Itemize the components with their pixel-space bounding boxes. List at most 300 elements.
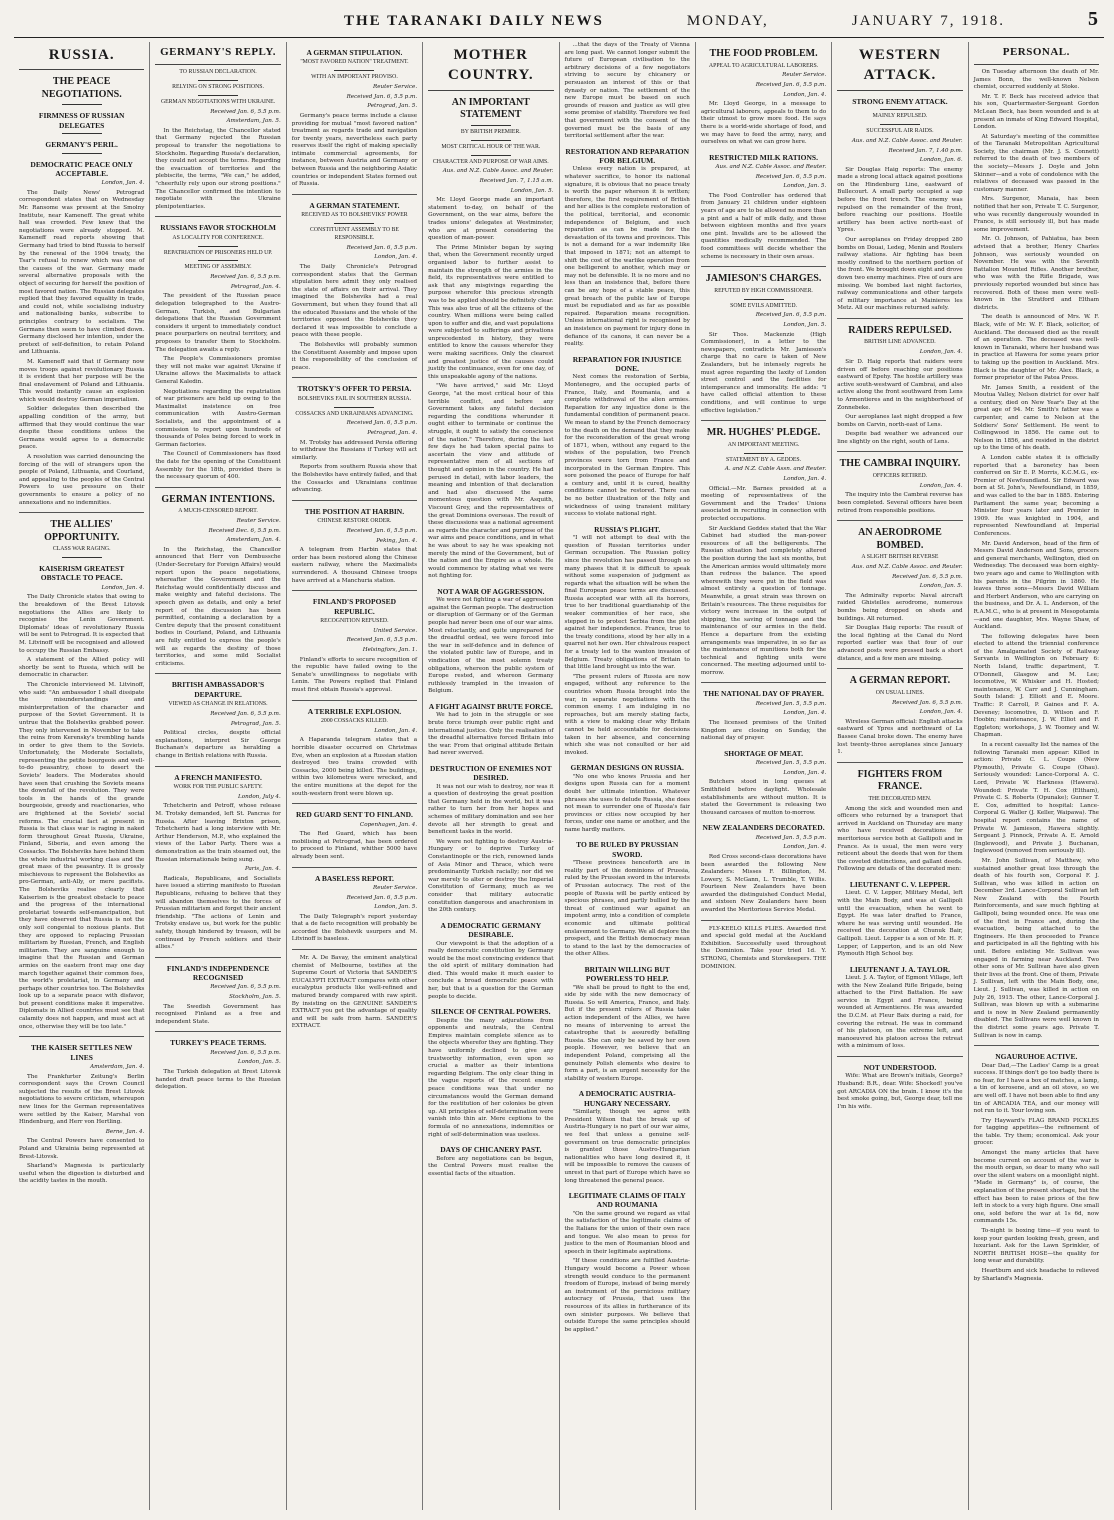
column-germany-reply bbox=[150, 42, 286, 1510]
article-heading: A GERMAN REPORT. bbox=[849, 675, 951, 687]
article-paragraph: The Bolsheviks will probably summon the Constituent Assembly and impose upon it the responsibility of the conclusion of peace. bbox=[291, 341, 418, 371]
personal-item: Mr. O. Johnson, of Pahiatua, has been advised that a brother, Henry Charles Johnson, was seriously wounded on November. He was with the Seventh Battalion Mounted Rifles. Another brother, who was with the Rifle Brigade, was previously reported wounded but since has recovered. Both of these men were well-known in the Stratford and Eltham districts. bbox=[973, 236, 1099, 311]
article-subheading: CONSTITUENT ASSEMBLY TO BE RESPONSIBLE. bbox=[309, 227, 399, 241]
dateline: London, Jan. 4. bbox=[783, 844, 827, 851]
article-paragraph: Sir Douglas Haig reports: The enemy made a strong local attack against positions on the Hindenburg Line, eastward of Bullecourt. A small party occupied a sap before the front trench. The enemy was repulsed on the remainder of the front, before reaching our positions. Hostile artillery has been active north-east of Ypres. bbox=[837, 166, 963, 234]
article-separator bbox=[701, 266, 826, 267]
advertisement-heading: NOT UNDERSTOOD. bbox=[863, 1063, 937, 1072]
article-paragraph: A Haparanda telegram states that a horrible disaster occurred on Christmas Eve, when an explosion at a Russian station destroyed two trains crowded with Cossacks, 2000 being killed. The buildings, within two kilometres were wrecked, and the entire munitions at the depot for the south-western front were blown up. bbox=[291, 737, 418, 797]
article-paragraph: Despite bad weather we advanced our line slightly on the right, south of Lens. bbox=[837, 431, 963, 445]
divider bbox=[198, 80, 238, 81]
section-heading: DAYS OF CHICANERY PAST. bbox=[440, 1145, 542, 1155]
received-line: Received Jan. 5, 5.5 p.m. bbox=[755, 760, 827, 767]
article-subheading: COSSACKS AND UKRAINIANS ADVANCING. bbox=[295, 410, 414, 417]
dateline: Petrograd, Jan. 4. bbox=[367, 430, 418, 437]
article-subheading: OFFICERS RETIRED. bbox=[872, 472, 928, 479]
article-subheading: CLASS WAR RAGING. bbox=[52, 546, 111, 553]
article-heading: AN AERODROME BOMBED. bbox=[858, 527, 942, 551]
article-paragraph: Mr. Lloyd George made an important statement to-day, on behalf of the Government, on the war aims, before the trades unions' delegates at Westminster, who are at present considering the question of man-power. bbox=[428, 197, 554, 242]
article-heading: RUSSIANS FAVOR STOCKHOLM bbox=[160, 223, 276, 233]
article-heading: A FRENCH MANIFESTO. bbox=[174, 772, 262, 782]
source-line: Reuter Service. bbox=[373, 84, 418, 91]
article-subheading: REFUTED BY HIGH COMMISSIONER. bbox=[714, 287, 813, 294]
article-paragraph: Despite the many adjurations from opponents and neutrals, the Central Empires maintain complete silence as to the objects wherefor they are fighting. They have uniformly declined to give any trustworthy information, even upon so crucial a matter as their intentions regarding Belgium. The only clear thing in the vague reports of the recent enemy peace conditions was that under no circumstances would the German demand for the restitution of her colonies be given up. All principles of self-determination were vanish into thin air. Mere ceptions to the formula of no annexations, indemnities or right of self-determination was useless. bbox=[428, 1017, 554, 1138]
column-german-stipulation bbox=[287, 42, 423, 1510]
article-paragraph: The Food Controller has ordered that from January 21 children under eighteen years of age are to be allowed no more than a pint and a half of milk daily, and those between eighteen months and five years one pint. Invalids are to be allowed the quantities medically recommended. The food committees will decide whether the scheme is necessary in their own areas. bbox=[700, 192, 827, 260]
article-heading: A TERRIBLE EXPLOSION. bbox=[307, 706, 402, 716]
article-paragraph: Finland's efforts to secure recognition of the republic have failed owing to the Senate's unwillingness to negotiate with Lenin. The Powers replied that Finland must first obtain Russia's approval. bbox=[291, 656, 418, 693]
section-heading: A FIGHT AGAINST BRUTE FORCE. bbox=[428, 701, 553, 711]
column-food-problem bbox=[696, 42, 832, 1510]
article-separator bbox=[155, 1031, 280, 1032]
article-subheading: RECEIVED AS TO BOLSHEVIKS' POWER bbox=[301, 212, 408, 219]
article-paragraph: Red Cross second-class decorations have been awarded the following New Zealanders: Misses F. Billington, M. Lowery, S. McGann, L. Trumble, T. Willis. Fourteen New Zealanders have been awarded the distinguished Conduct Medal, and sixteen New Zealanders have been awarded the Meritorious Service Medal. bbox=[700, 853, 827, 914]
article-paragraph: Our viewpoint is that the adoption of a really democratic constitution by Germany would be the most convincing evidence that the old spirit of military domination had died. This would make it much easier to conclude a broad democratic peace with her, but that is a question for the German people to decide. bbox=[428, 940, 554, 1000]
received-line: Received Jan. 6, 5.5 p.m. bbox=[210, 984, 281, 991]
section-heading: GERMAN DESIGNS ON RUSSIA. bbox=[570, 763, 684, 773]
received-line: Received Jan. 6, 5.5 p.m. bbox=[892, 573, 963, 580]
source-line: Aus. and N.Z. Cable Assoc. and Reuter. bbox=[715, 164, 827, 171]
divider bbox=[62, 104, 102, 105]
dateline: Petrograd, Jan. 5. bbox=[230, 720, 281, 727]
advertisement: Wife: What are Brown's initials, George? Husband: B.R., dear. Wife: Shocked! you've got ARCADIA ON the brain. I know it's the best smoke going, but, George dear, tell me I'm his wife. bbox=[837, 1073, 963, 1110]
dateline: London, July 4. bbox=[238, 793, 281, 800]
article-paragraph: The Frankfurter Zeitung's Berlin correspondent says the Crown Council subjected the results of the Brest Litovsk negotiations to severe criticism, whereupon new lines for the German representatives were settled by the Kaiser, Marshal von Hindenburg, and Herr von Hertling. bbox=[19, 1073, 145, 1126]
article-paragraph: Among the sick and wounded men and officers who returned by a transport that arrived in Auckland on Thursday are many who have received decorations for meritorious service both at Gallipoli and in France. As is usual, the men were very reticent about the deeds that won for them the coveted distinctions, and gallant deeds. Following are details of the decorated men: bbox=[837, 805, 963, 873]
article-heading: A BASELESS REPORT. bbox=[314, 873, 394, 883]
dateline: London, Jan. 4. bbox=[783, 91, 827, 98]
article-subheading: MEETING OF ASSEMBLY. bbox=[184, 264, 252, 271]
article-separator bbox=[837, 762, 962, 763]
section-heading: REPARATION FOR INJUSTICE DONE. bbox=[572, 354, 682, 374]
article-paragraph: The Chronicle interviewed M. Litvinoff, who said: "An ambassador I shall dissipate the misunderstandings and misinterpretation of the character and purpose of the Soviet Government. It is untrue that the Bolsheviks grabbed power. They only intervened in November to take the reins from Kerensky's trembling hands in order to give them to the Soviets. Unfortunately, the Moderate Socialists, representing the petite bourgeois and well-to-do peasantry, chose to desert the Soviets' leaders. The Moderates should have seen that crushing the Soviets means the downfall of the revolution. They were tools in the hands of the grande bourgeoisie, greedy and reactionaries, who are frightened at the Soviets' social reforms. The crucial fact at present in Russia is that class war is raging in naked form throughout Great Russia, Ukraine, Finland, Siberia, and even among the Cossacks. The Bolsheviks have behind them the whole industrial working class and the great mass of the peasantry. It is grossly mischievous to represent the Bolsheviks as pro-German, anti-Ally, or mere pacifists. The Bolsheviks realise clearly that Kaiserism is the greatest obstacle to peace and the progress of the international proletariat towards self-emancipation, but they have observed that Russia is not the only soil congenial to noxious plants. But they are opposed to replacing Prussian militarism by Russian, French, and English militarism. They are sanguine enough to imagine that the Russian and German armies on the eastern front may one day march together against their common foes, the world's proletariat, in Germany and perhaps other countries too. The Bolsheviks look up to a separate peace with disfavor, but present conditions make it imperative. Diplomats in Allied countries must see that calamity does not happen, and must act at once, otherwise they will be too late." bbox=[19, 681, 145, 1030]
article-subheading: MAINLY REPULSED. bbox=[872, 113, 928, 120]
article-paragraph: We were not fighting to destroy Austria-Hungary or to deprive Turkey of Constantinople or the rich, renowned lands of Asia Minor and Thrace, which were predominantly Turkish racially; nor did we war merely to alter or destroy the Imperial Constitution of Germany, much as we consider that military autocratic constitution dangerous and anachronism in the 20th century. bbox=[428, 838, 554, 914]
article-subheading: CHARACTER AND PURPOSE OF WAR AIMS. bbox=[432, 158, 549, 165]
divider bbox=[62, 133, 102, 134]
article-separator bbox=[292, 867, 417, 868]
article-separator bbox=[292, 377, 417, 378]
section-heading: BRITAIN WILLING BUT POWERLESS TO HELP. bbox=[584, 964, 670, 984]
article-heading: FINLAND'S PROPOSED REPUBLIC. bbox=[312, 597, 396, 616]
article-paragraph: Political circles, despite official explanations, interpret Sir George Buchanan's departure as heralding a change in British relations with Russia. bbox=[155, 730, 281, 759]
article-subheading: TO RUSSIAN DECLARATION. bbox=[179, 68, 257, 75]
advertisement: Dear Dad,—The Ladies' Camp is a great success. If things don't go too badly there is no fear, for I have a box of matches, a lamp, a tin of kerosene, and an oil stove, so we are well off. I have not been able to find any tin of ARCADIA TEA, and our money will not run to it. Your loving son. bbox=[973, 1062, 1099, 1115]
article-separator bbox=[837, 318, 962, 319]
article-paragraph: Negotiations regarding the repatriation of war prisoners are held up owing to the Maximalist insistence on free communication with Austro-German Socialists, and the appointment of a commission to report upon hundreds of thousands of Poles being forced to work in German factories. bbox=[155, 388, 281, 448]
article-subheading: 2000 COSSACKS KILLED. bbox=[321, 717, 388, 724]
article-paragraph: "On the same ground we regard as vital the satisfaction of the legitimate claims of the Italians for the union of their own race and tongue. We also mean to press for justice to the men of Roumanian blood and speech in their legitimate aspirations. bbox=[564, 1210, 690, 1255]
article-paragraph: "I will not attempt to deal with the question of Russian territories under German occupation. The Russian policy since the revolution has passed through so many phases that it is difficult to speak without some suspension of judgment as regards what the situation will be when the final European peace terms are discussed. Russia accepted war with all its horrors, true to her traditional guardianship of the weaker communities of her race, she stepped in to protect Serbia from the plot against her independence. France, true to the treaty conditions, stood by her ally in a quarrel not her own. Her chivalrous respect for a treaty led to the wanton invasion of Belgium. Treaty obligations of Britain to that little land brought us into the war. bbox=[564, 535, 690, 671]
article-paragraph: "We have arrived," said Mr. Lloyd George, "at the most critical hour of this terrible conflict, and before any Government takes any fateful decision regarding the conditions wherunder it ought either to terminate or continue the struggle, it ought to satisfy the conscience of the nation." Therefore, during the last few days he had taken special pains to ascertain the view and attitude of representative men of all sections of thought and opinion in the country. He had perused in detail, with labor leaders, the meaning and intention of that declaration and had also discussed the same momentous question with Mr. Asquith, Viscount Grey, and the representatives of the great Dominions overseas. The result of these discussions was a national agreement as regards the character and purpose of the war aims and peace conditions, and in what he was about to say he was speaking not merely the mind of the Government, but of the nation and the Empire as a whole. He would commence by stating what we were not fighting for. bbox=[428, 383, 554, 580]
article-paragraph: The Central Powers have consented to Poland and Ukrainia being represented at Brest-Litovsk. bbox=[19, 1138, 145, 1160]
article-paragraph: Tchetcherin and Petroff, whose release M. Trotsky demanded, left St. Pancras for Russia. After leaving Brixton prison, Tchetcherin had a long interview with Mr. Arthur Henderson, M.P., who explained the views of the Labor Party. There was a demonstration as the train steamed out, the Russian internationale being sung. bbox=[155, 803, 281, 863]
article-heading: STRONG ENEMY ATTACK. bbox=[852, 96, 948, 106]
personal-item: Mr. T. F. Beck has received advice that his son, Quartermaster-Sergeant Gordon McLean Beck, has been wounded and is at present an inmate of King Edward Hospital, London. bbox=[973, 93, 1099, 131]
article-paragraph: "Similarly, though we agree with President Wilson that the break up of Austria-Hungary is no part of our war aims, we feel that unless a genuine self-government on true democratic principles is granted those Austro-Hungarian nationalities who have long desired it, it will be impossible to remove the causes of unrest in that part of Europe which have so long threatened the general peace. bbox=[564, 1109, 690, 1184]
article-paragraph: Butchers stood in long queues at Smithfield before daylight. Wholesale establishments are without mutton. It is stated the Government is releasing two thousand carcases of mutton to-morrow. bbox=[700, 779, 827, 816]
article-paragraph: Sir Douglas Haig reports: The result of the local fighting at the Canal du Nord reported earlier was that four of our advanced posts were pressed back a short distance, and a few men are missing. bbox=[837, 625, 963, 662]
article-separator bbox=[974, 1045, 1099, 1046]
masthead-date: JANUARY 7, 1918. bbox=[851, 13, 1005, 29]
received-line: Received Jan. 6, 5.5 p.m. bbox=[346, 93, 418, 100]
section-heading: A DEMOCRATIC AUSTRIA-HUNGARY NECESSARY. bbox=[578, 1089, 676, 1108]
dateline: London, Jan. 5. bbox=[783, 322, 827, 329]
received-line: Received Jan. 6, 5.5 p.m. bbox=[892, 699, 963, 706]
received-line: Received Jan. 6, 5.5 p.m. bbox=[346, 894, 418, 901]
article-heading: FIGHTERS FROM FRANCE. bbox=[857, 768, 943, 793]
article-paragraph: Lieut. J. A. Taylor, of Egmont Village, left with the New Zealand Rifle Brigade, being attached to the First Battalion. He saw service in Egypt and France, being wounded at Armentieres. He was awarded the D.C.M. at Fleur Baix during a raid, for covering the retreat. He was in command of his platoon, on the extreme left, and manoeuvred his platoon across the retreat with a minimum of loss. bbox=[837, 975, 963, 1050]
article-separator bbox=[701, 420, 826, 421]
article-paragraph: Wireless German official: English attacks eastward of Ypres and northward of La Bassee Canal broke down. The enemy have lost twenty-three aeroplanes since January 1. bbox=[837, 718, 963, 756]
article-subheading: CHINESE RESTORE ORDER. bbox=[317, 518, 392, 525]
article-paragraph: Our aeroplanes on Friday dropped 280 bombs on Douai, Ledeg, Menin and Roulers railway stations. Air fighting has been mostly confined to the northern portion of the front. We brought down eight and drove down two enemy machines. Five of ours are missing. We bombed last night factories, railway communications and other targets of military importance at Mainieres les Metz. All our machines returned safely. bbox=[837, 237, 963, 312]
article-heading: THE PEACE NEGOTIATIONS. bbox=[41, 76, 122, 100]
divider bbox=[744, 299, 784, 300]
divider bbox=[471, 155, 511, 156]
article-subheading: BY BRITISH PREMIER. bbox=[460, 128, 521, 135]
article-paragraph: The licensed premises of the United Kingdom are closing on Sunday, the national day of prayer. bbox=[700, 720, 827, 742]
article-heading: THE CAMBRAI INQUIRY. bbox=[839, 458, 961, 470]
article-heading: A GERMAN STIPULATION. bbox=[306, 48, 403, 57]
article-paragraph: The inquiry into the Cambrai reverse has been completed. Several officers have been retired from responsible positions. bbox=[837, 492, 963, 514]
article-heading: RAIDERS REPULSED. bbox=[848, 324, 952, 336]
article-subheading: KAISERISM GREATEST OBSTACLE TO PEACE. bbox=[39, 564, 125, 583]
divider bbox=[880, 109, 920, 110]
dateline: London, Jan. 4. bbox=[919, 482, 963, 489]
section-heading: NOT A WAR OF AGGRESSION. bbox=[437, 586, 545, 596]
article-separator bbox=[155, 766, 280, 767]
received-line: Received Jan. 6, 5.5 p.m. bbox=[210, 711, 281, 718]
dateline: Berne, Jan. 4. bbox=[105, 1128, 145, 1135]
personal-item: Mrs. Surgenor, Manaia, has been notified that her son, Private T. C. Surgenor, who was recently dangerously wounded in France, is still seriously ill, but has made some improvement. bbox=[973, 196, 1099, 233]
article-paragraph: In the Reichstag, the Chancellor announced that Herr von Dembussche (Under-Secretary for Foreign Affairs) would report upon the peace negotiations, whereafter the Government and the Reichstag would confidentially discuss and make weighty and fateful decisions. The speech given as details, and only a brief report of the discussion has been permitted, containing a declaration by a Centre deputy that the present constituent bodies in Courland, Poland, and Lithuania are fully entitled to express the people's will as regards the destiny of those territories, and some mild Socialist criticisms. bbox=[155, 546, 281, 667]
article-paragraph: Reports from southern Russia show that the Bolsheviks have entirely failed, and that the Cossacks and Ukrainians continue advancing. bbox=[291, 464, 418, 494]
personal-item: Mr. John Sullivan, of Matthew, who sustained another great loss through the death of his fourth son, Corporal F. J. Sullivan, who was killed in action on December 3rd. Lance-Corporal Sullivan left New Zealand with the Fourth Reinforcements, and saw much fighting at Gallipoli, being wounded once. He was one of the first in France and, during the evacuation, being attached to the Engineers. He then proceeded to France and participated in all the fighting with his unit. Before enlisting Mr. Sullivan was engaged in farming near Auckland. Two other sons of Mr. Sullivan have also given their lives at the front. One of them, Private J. Sullivan, left with the Main Body, one, Lieut. J. Sullivan, was killed in action on July 26, 1915. The other, Lance-Corporal J. Sullivan, was blown up with a submarine and is now in New Zealand permanently disabled. The Sullivans were well known in the district some years ago. Private T. Sullivan is now in camp. bbox=[973, 857, 1099, 1039]
article-subheading: ON USUAL LINES. bbox=[875, 689, 925, 696]
article-paragraph: The Admiralty reports: Naval aircraft raided Ghistelles aerodrome, numerous bombs being dropped on sheds and buildings. All returned. bbox=[837, 592, 963, 622]
article-paragraph: ...that the days of the Treaty of Vienna are long past. We cannot longer submit the future of European civilisation to the arbitrary decisions of a few negotiators striving to secure by chicanery or persuasion an interest of this or that dynasty or nation. The settlement of the new Europe must be based on such grounds of reason and justice as will give some promise of stability. Therefore we feel that government with the consent of the governed must be the basis of any territorial settlement after the war. bbox=[564, 42, 690, 140]
article-subheading: DEMOCRATIC PEACE ONLY ACCEPTABLE. bbox=[30, 159, 133, 178]
article-paragraph: It was not our wish to destroy, nor was it a question of destroying the great position that Germany held in the world, but it was rather to turn her from her hopes and schemes of military domination and see her devote all her strength to great and beneficent tasks in the world. bbox=[428, 783, 554, 836]
column-heading: MOTHER COUNTRY. bbox=[428, 42, 553, 91]
article-subheading: AS LOCALITY FOR CONFERENCE. bbox=[172, 234, 264, 241]
article-heading: GERMAN INTENTIONS. bbox=[161, 493, 275, 505]
advertisement: FLY-KEELO KILLS FLIES. Awarded first and special gold medal at the Auckland Exhibition. Successfully used throughout the Dominion. Take your tried 1d. Y. STRONG, Chemists and Storekeepers. THE DOMINION. bbox=[700, 925, 827, 970]
article-subheading: A SLIGHT BRITISH REVERSE bbox=[861, 554, 939, 561]
received-line: Received Jan. 5, 5.5 p.m. bbox=[755, 834, 827, 841]
article-separator bbox=[19, 1036, 144, 1037]
article-paragraph: Our aeroplanes last night dropped a few bombs on Carvin, north-east of Lens. bbox=[837, 414, 963, 428]
divider bbox=[198, 246, 238, 247]
article-paragraph: Before any negotiations can be begun, the Central Powers must realise the essential facts of the situation. bbox=[428, 1155, 554, 1177]
article-separator bbox=[837, 1056, 962, 1057]
received-line: Received Jan. 7, 1.40 p.m. bbox=[888, 147, 963, 154]
divider bbox=[334, 223, 374, 224]
advertisement-heading: NGAURUHOE ACTIVE. bbox=[995, 1052, 1078, 1062]
received-line: Received Jan. 6, 5.5 p.m. bbox=[210, 274, 281, 281]
article-separator bbox=[837, 520, 962, 521]
received-line: Received Jan. 5, 5.5 p.m. bbox=[755, 700, 827, 707]
divider bbox=[471, 125, 511, 126]
source-line: Reuter Service. bbox=[782, 72, 827, 79]
advertisement: Heartburn and sick headache to relieved by Sharland's Magnesia. bbox=[973, 1267, 1099, 1282]
article-paragraph: The president of the Russian peace delegation telegraphed to the Austro-German, Turkish, and Bulgarian delegations that the Russian Government considers it urgent to immediately conduct peace pourparlers on neutral territory, and proposes to transfer them to Stockholm. The delegation awaits a reply. bbox=[155, 293, 281, 353]
divider bbox=[334, 407, 374, 408]
dateline: London, Jan. 4. bbox=[783, 476, 827, 483]
masthead-day: MONDAY, bbox=[686, 13, 769, 29]
article-paragraph: "If these conditions are fulfilled Austria-Hungary would become a Power whose strength would conduce to the permanent freedom of Europe, instead of being merely an instrument of the pernicious military autocracy of Prussia, that uses the resources of its allies in furtherance of its own sinister purposes. We believe that outside Europe the same principles should be applied." bbox=[564, 1258, 690, 1333]
advertisement: To-night is boxing time—if you want to keep your garden looking fresh, green, and luxuriant. Ask for the Lawn Sprinkler, of NORTH BRITISH HOSE—the quality for long wear and durability. bbox=[973, 1228, 1099, 1265]
dateline: London, Jan. 4. bbox=[101, 180, 145, 187]
article-subheading: THE DECORATED MEN. bbox=[868, 795, 932, 802]
section-heading: TO BE RULED BY PRUSSIAN SWORD. bbox=[576, 840, 679, 859]
dateline: London, Jan. 4. bbox=[101, 584, 145, 591]
article-subheading: FIRMNESS OF RUSSIAN DELEGATES bbox=[38, 111, 125, 130]
dateline: London, Jan. 4. bbox=[783, 769, 827, 776]
divider bbox=[198, 95, 238, 96]
article-paragraph: The Turkish delegation at Brest Litovsk handed draft peace terms to the Russian delegation. bbox=[155, 1068, 281, 1091]
article-heading: AN IMPORTANT STATEMENT bbox=[451, 96, 530, 121]
divider bbox=[62, 557, 102, 558]
section-heading: A DEMOCRATIC GERMANY DESIRABLE. bbox=[440, 920, 542, 940]
article-paragraph: Next comes the restoration of Serbia, Montenegro, and the occupied parts of France, Italy, and Roumania, and a complete withdrawal of the alien armies. Reparation for any injustice done is the fundamental condition of permanent peace. We mean to stand by the French democracy to the death on the demand that they make for the reconsideration of the great wrong of 1871, when, without any regard to the wishes of the population, two French provinces were torn from France and incorporated in the German Empire. This sore poisoned the peace of Europe for half a century and, until it is cured, healthy conditions cannot be restored. There can be no better illustration of the folly and wickedness of using transient military success to violate national right. bbox=[564, 374, 690, 518]
section-heading: DESTRUCTION OF ENEMIES NOT DESIRED. bbox=[430, 763, 552, 783]
received-line: Received Jan. 6, 5.5 p.m. bbox=[210, 1049, 281, 1056]
article-paragraph: A telegram from Harbin states that order has been restored along the Chinese eastern railway, where the Maximalists surrendered. A thousand Chinese troops have arrived at a Manchuria station. bbox=[291, 547, 418, 584]
article-paragraph: The Council of Commissioners has fixed the date for the opening of the Constituent Assembly for the 18th, provided there is the necessary quorum of 400. bbox=[155, 451, 281, 481]
dateline: London, Jan. 4. bbox=[919, 709, 963, 716]
personal-item: Mr. David Anderson, head of the firm of Messrs David Anderson and Sons, grocers and general merchants, Wellington, died on Wednesday. The deceased was born eighty-two years ago and came to Wellington with his parents in the Pilgrim in 1860. He leaves three sons—Messrs David William and Herbert Anderson, who are carrying on the business, and Dr. A. L. Anderson, of the R.A.M.C., who is at present in Mesopotamia—and one daughter, Mrs. Wayne Shaw, of Auckland. bbox=[973, 540, 1099, 631]
received-line: Received Jan. 6, 5.5 p.m. bbox=[346, 637, 418, 644]
dateline: Stockholm, Jan. 5. bbox=[229, 994, 281, 1001]
dateline: London, Jan. 5. bbox=[783, 183, 827, 190]
article-heading: THE ALLIES' OPPORTUNITY. bbox=[44, 519, 120, 543]
personal-item: The death is announced of Mrs. W. F. Black, wife of Mr. W. F. Black, solicitor, of Auckland. The deceased died as the result of an operation. The deceased was well-known in Taranaki, where her husband was in practice at Hawera for some years prior to taking up the position in Auckland. Mrs. Black is the daughter of Mr. Alex. Black, a former proprietor of the Patea Press. bbox=[973, 314, 1099, 382]
column-heading: GERMANY'S REPLY. bbox=[155, 42, 280, 65]
article-paragraph: M. Trotsky has addressed Persia offering to withdraw the Russians if Turkey will act similarly. bbox=[291, 439, 418, 461]
source-line: Aus. and N.Z. Cable Assoc. and Reuter. bbox=[442, 168, 554, 175]
personal-item: A London cable states it is officially reported that a baronetcy has been conferred on Sir E. P. Morris, K.C.M.G., ex-Premier of Newfoundland. Sir Edward was born at St. John's, Newfoundland, in 1859, and was called to the bar in 1885. Entering Parliament the same year, becoming a Minister four years later and Premier in 1909. He was knighted in 1904, and represented Newfoundland at Imperial Conferences. bbox=[973, 455, 1099, 537]
article-separator bbox=[155, 487, 280, 488]
source-line: Aus. and N.Z. Cable Assoc. and Reuter. bbox=[851, 137, 963, 144]
dateline: London, Jan. 4. bbox=[374, 727, 418, 734]
personal-item: On Tuesday afternoon the death of Mr. James Bonn, the well-known Nelson chemist, occurred suddenly at Stoke. bbox=[973, 68, 1099, 91]
article-heading: THE KAISER SETTLES NEW LINES bbox=[30, 1043, 133, 1062]
article-heading: RESTRICTED MILK RATIONS. bbox=[709, 152, 818, 162]
section-heading: LEGITIMATE CLAIMS OF ITALY AND ROUMANIA bbox=[568, 1191, 686, 1210]
dateline: London, Jan. 5. bbox=[919, 583, 963, 590]
section-heading: RESTORATION AND REPARATION FOR BELGIUM. bbox=[565, 146, 689, 166]
masthead-title: THE TARANAKI DAILY NEWS bbox=[344, 13, 604, 29]
dateline: London, Jan. 4. bbox=[919, 349, 963, 356]
article-paragraph: The Red Guard, which has been mobilising at Petrograd, has been ordered to proceed to Finland, whither 5000 have already been sent. bbox=[291, 831, 418, 860]
received-line: Received Jan. 6, 5.5 p.m. bbox=[346, 420, 418, 427]
article-heading: FINLAND'S INDEPENDENCE RECOGNISED bbox=[166, 963, 270, 983]
divider bbox=[334, 70, 374, 71]
column-western-attack bbox=[832, 42, 968, 1510]
received-line: Received Jan. 6, 5.5 p.m. bbox=[755, 173, 827, 180]
article-subheading: "MOST FAVORED NATION" TREATMENT. bbox=[300, 59, 409, 66]
divider bbox=[880, 124, 920, 125]
article-subheading: GERMAN NEGOTIATIONS WITH UKRAINE. bbox=[160, 98, 276, 105]
article-subheading: WITH AN IMPORTANT PROVISO. bbox=[311, 74, 398, 81]
article-paragraph: "The present rulers of Russia are now engaged, without any reference to the countries whom Russia brought into the war, in separate negotiations with the common enemy. I am indulging in no reproaches, but am merely stating facts, with a view to making clear why Britain cannot be held accountable for decisions taken in her absence, and concerning which she was not consulted or her aid invoked. bbox=[564, 673, 690, 756]
article-subheading: VIEWED AS CHANGE IN RELATIONS. bbox=[168, 701, 268, 708]
column-mother-country bbox=[423, 42, 559, 1510]
article-paragraph: Germany's peace terms include a clause providing for mutual "most favored nation" treatment as regards trade and navigation for twenty years, nevertheless each party reserves itself the right of making specially intimate commercial agreements, for instance, between Austria and Germany or between Russia and the neighboring Asiatic countries or independent States formed out of Russia. bbox=[291, 112, 418, 188]
article-paragraph: A statement of the Allied policy will shortly be sent to Russia, which will be democratic in character. bbox=[19, 657, 145, 679]
article-heading: TURKEY'S PEACE TERMS. bbox=[170, 1038, 267, 1048]
article-paragraph: The Daily Chronicle states that owing to the breakdown of the Brest Litovsk negotiations the Allies are likely to recognise the Lenin Government. Diplomats' ideas of revolutionary Russia will be sent to Petrograd. It is expected that M. Litvinoff will be recognised and allowed to occupy the Russian Embassy. bbox=[19, 594, 145, 654]
article-subheading: REPATRIATION OF PRISONERS HELD UP. bbox=[163, 249, 273, 256]
columns bbox=[14, 42, 1104, 1510]
advertisement: Sharland's Magnesia is particularly useful when the digestion is disturbed and the acidity tastes in the mouth. bbox=[19, 1163, 145, 1185]
article-paragraph: Sir Thos. Mackenzie (High Commissioner), in a letter to the newspapers, contradicts Mr. Jamieson's charge that no care is taken of New Zealanders, but he intensely regrets he must agree regarding the laxity of London street control and the facilities for intemperance and immorality. He adds: "I have called official attention to these conditions, and will continue to urge effective legislation." bbox=[700, 331, 827, 414]
article-heading: RED GUARD SENT TO FINLAND. bbox=[295, 810, 413, 820]
dateline: Peking, Jan. 4. bbox=[376, 537, 418, 544]
article-subheading: STATEMENT BY A. GEDDES. bbox=[726, 456, 802, 463]
dateline: Amsterdam, Jan. 4. bbox=[90, 1064, 145, 1071]
article-paragraph: Radicals, Republicans, and Socialists have issued a stirring manifesto to Russian Republicans, refusing to believe that they will abandon themselves to the forces of Prussian militarism and forget their ancient friendship. "The actions of Lenin and Trotsky enslave us, but work for the public safety, though hindered by treason, will be continued by French soldiers and their allies." bbox=[155, 875, 281, 951]
dateline: Amsterdam, Jan. 4. bbox=[226, 537, 281, 544]
article-paragraph: The Daily Telegraph's report yesterday that a de facto recognition will probably be accorded the Bolshevik usurpers and M. Litvinoff is baseless. bbox=[291, 913, 418, 943]
divider bbox=[62, 153, 102, 154]
section-heading: RUSSIA'S PLIGHT. bbox=[594, 524, 661, 534]
dateline: London, Jan. 5. bbox=[510, 187, 554, 194]
article-subheading: A MUCH-CENSORED REPORT. bbox=[178, 508, 258, 515]
article-subheading: RELYING ON STRONG POSITIONS. bbox=[172, 83, 264, 90]
article-subheading: APPEAL TO AGRICULTURAL LABORERS. bbox=[708, 62, 819, 69]
article-separator bbox=[155, 216, 280, 217]
article-paragraph: Unless every nation is prepared, at whatever sacrifice, to honor its national signature, it is obvious that no peace treaty is worth the paper whereon it is written; therefore, the first requirement of British and her allies is the complete restoration of the political, territorial, and economic independence of Belgium, and such reparation as can be made for the devastation of its towns and provinces. This is not a demand for a war indemnity like that imposed in 1871; not an attempt to shift the cost of the warlike operation from one belligerent to another, which may or may not be defensible. It is no more and no less than an insistence that, before there can be any hope of a stable peace, this great breach of the public law of Europe must be repudiated and as far as possible repaired. Reparation means recognition. Unless international right is recognised by an insistence on payment for injury done in defiance of its canons, it can never be a reality. bbox=[564, 166, 690, 348]
article-paragraph: The Daily Chronicle's Petrograd correspondent states that the German stipulation here admit they only realised the state of affairs on their arrival. They imagined the Bolsheviks had a real Government, but when they found that all the educated Russians and the whole of the territories opposed the Bolsheviks they declared it was impossible to conclude a peace with these people. bbox=[291, 264, 418, 339]
article-heading: MR. HUGHES' PLEDGE. bbox=[706, 427, 821, 439]
article-paragraph: Official.—Mr. Barnes presided at a meeting of representatives of the Government and the Trades' Unions associated in recruiting in connection with protected occupations. bbox=[700, 485, 827, 522]
article-paragraph: The Prime Minister began by saying that, when the Government recently urged organised labor to further assist to maintain the strength of the armies in the field, its representatives were entitled to ask that any misgivings regarding the purpose wherefor this precious strength was to be applied should be definitely clear. This was also true of all the citizens of the country. When millions were being called upon to suffer and die, and vast populations were subjected to sufferings and privations unprecedented in history, they were entitled to know the causes wherefor they were making sacrifices. Only the clearest and greatest justice of the causes could justify the continuance, even for one day, of this unspeakable agony of the nations. bbox=[428, 244, 554, 380]
article-paragraph: Sir D. Haig reports that raiders were driven off before reaching our positions eastward of Epehy. The hostile artillery was active south-westward of Cambrai, and also active along the front southward from Lens to Armentieres and in the neighborhood of Zonnebeke. bbox=[837, 358, 963, 411]
personal-item: At Saturday's meeting of the committee of the Taranaki Metropolitan Agricultural Society, the chairman (Mr. J. S. Connett) referred to the death of two members of the society—Messrs J. Doyle and John Skinner—and a vote of condolence with the relatives of deceased was passed in the customary manner. bbox=[973, 133, 1099, 193]
article-paragraph: M. Kameneff said that if Germany now moves troops against revolutionary Russia it is evident that her purpose will be the final enslavement of Poland and Lithuania. This would instantly cause an explosion which would destroy German imperialism. bbox=[19, 358, 145, 403]
page-number: 5 bbox=[1087, 8, 1100, 30]
article-paragraph: The People's Commissioners promise they will not make war against Ukraine if Ukraine allows the Maximalists to attack General Kaledin. bbox=[155, 356, 281, 386]
article-separator bbox=[292, 949, 417, 950]
article-separator bbox=[701, 682, 826, 683]
article-paragraph: Mr. Lloyd George, in a message to agricultural laborers, appeals to them to do their utmost to grow more food. He says there is a world-wide shortage of food, and we may have to feed the army, navy, and ourselves on what we can grow here. bbox=[700, 101, 827, 146]
section-heading: LIEUTENANT J. A. TAYLOR. bbox=[849, 964, 951, 974]
article-paragraph: Amongst the many articles that have become current on account of the war is the mouth organ, so dear to many who sail over the silent waters on a moonlight night. "Made in Germany" is, of course, the explanation of the present shortage, but the effect has been to raise prices of the few left in stock to a very high figure. One small one, sold before the war at 1s 6d, now commands 15s. bbox=[973, 1150, 1099, 1225]
article-subheading: SUCCESSFUL AIR RAIDS. bbox=[866, 128, 934, 135]
source-line: A. and N.Z. Cable Assn. and Reuter. bbox=[724, 466, 827, 473]
article-paragraph: The Swedish Government has recognised Finland as a free and independent State. bbox=[155, 1003, 281, 1025]
article-paragraph: Soldier delegates then described the appalling condition of the army, but affirmed that they would continue the war despite these conditions unless the Germans would agree to a democratic peace. bbox=[19, 406, 145, 451]
article-heading: A GERMAN STATEMENT. bbox=[309, 200, 400, 210]
dateline: London, Jan. 4. bbox=[374, 254, 418, 261]
article-heading: BRITISH AMBASSADOR'S DEPARTURE. bbox=[171, 680, 265, 699]
dateline: Helsingfors, Jan. 1. bbox=[362, 647, 418, 654]
personal-item: Mr. James Smith, a resident of the Moutua Valley, Nelson district for over half a century, died on New Year's Day at the great age of 94. Mr. Smith's father was a carpenter, and came to Nelson at the Soldiers' Sons' Settlement. He went to Collingwood in 1856. He came out to Nelson in 1856, and resided in the district up to the time of his death. bbox=[973, 384, 1099, 452]
column-russia bbox=[14, 42, 150, 1510]
article-paragraph: "We shall be proud to fight to the end, side by side with the new democracy of Russia. So will America, France, and Italy. But if the present rulers of Russia take action independent of the Allies, we have no means of intervening to arrest the catastrophe that is assuredly befalling Russia. She can only be saved by her own people. However, we believe that an independent Poland, comprising all the genuinely Polish elements who desire to form a part, is an urgent necessity for the stability of western Europe. bbox=[564, 984, 690, 1082]
personal-item: The following delegates have been elected to attend the triennial conference of the Amalgamated Society of Railway Servants in Wellington on February 6: North Island, traffic department, T. O'Donnell, Glasgow and M. Lee; locomotive, W. Whisker and H. Hosted; maintenance, W. Carr and J. Cunningham. South Island: J. Elliott and E. Moore. Traffic: P. Carroll, P. Gaines and F. A. Deveney; locomotive, D. Wilson and F. Hoobin; maintenance, J. W. Elliot and F. Eggleton; workshops, J. W. Toomey and W. Chapman. bbox=[973, 633, 1099, 739]
dateline: London, Jan. 5. bbox=[237, 1059, 281, 1066]
article-separator bbox=[837, 668, 962, 669]
article-separator bbox=[292, 590, 417, 591]
article-heading: JAMIESON'S CHARGES. bbox=[705, 273, 822, 285]
dateline: Paris, Jan. 4. bbox=[244, 866, 281, 873]
article-paragraph: Lieut. C. V. Lepper, Military Medal, left with the Main Body, and was at Gallipoli until the evacuation, when he went to Egypt. He was later drafted to France, where he was serving until wounded. He received the decoration at Chunuk Bair, Gallipoli. Lieut. Lepper is a son of Mr. H. F. Lepper, of Lepperton, and is an old New Plymouth High School boy. bbox=[837, 890, 963, 958]
article-separator bbox=[292, 194, 417, 195]
section-heading: LIEUTENANT C. V. LEPPER. bbox=[849, 879, 950, 889]
article-paragraph: We had to join in the struggle or see brute force triumph over public right and international justice. Only the realisation of the dreadful alternative forced Britain into the war. From that original attitude Britain had never swerved. bbox=[428, 712, 554, 757]
article-separator bbox=[837, 451, 962, 452]
article-heading: TROTSKY'S OFFER TO PERSIA. bbox=[297, 384, 412, 394]
dateline: London, Jan. 6. bbox=[919, 157, 963, 164]
article-separator bbox=[155, 957, 280, 958]
dateline: Amsterdam, Jan. 5. bbox=[226, 118, 281, 125]
article-subheading: BOLSHEVIKS FAIL IN SOUTHERN RUSSIA. bbox=[297, 395, 412, 402]
personal-item: In a recent casualty list the names of the following Taranaki men appear: Killed in action: Private C. L. Coupe (New Plymouth), Private G. Coupe (Ohau). Seriously wounded: Lance-Corporal A. C. Lord, Private W. Harkness (Hawera). Wounded: Private T. H. Cox (Eltham), Private C. S. Roberts (Opunake); Gunner T. E. Cox, admitted to hospital: Lance-Corporal G. Waller (J. Keller, Waipawa). The hospital report contains the name of Private W. Jamieson, Hawera slightly. Sergeant J. Pinnock, Private A. E. Arnold (Inglewood), and Private J. Buchanan, Inglewood (removed from seriously ill). bbox=[973, 742, 1099, 855]
article-subheading: BRITISH LINE ADVANCED. bbox=[864, 339, 936, 346]
article-separator bbox=[701, 920, 826, 921]
received-line: Received Dec. 6, 5.5 p.m. bbox=[208, 527, 281, 534]
article-paragraph: In the Reichstag, the Chancellor stated that Germany rejected the Russian proposal to transfer the negotiations to Stockholm. Regarding Russia's declaration, they could not accept the terms. Regarding the evacuation of territories and the plebiscite, the terms, "We can," he added, "cheerfully rely upon our strong positions." The Chancellor confirmed the intention to negotiate with the Ukraine plenipotentiaries. bbox=[155, 127, 281, 210]
article-heading: THE POSITION AT HARBIN. bbox=[304, 506, 405, 516]
article-heading: SHORTAGE OF MEAT. bbox=[724, 748, 803, 758]
divider bbox=[471, 140, 511, 141]
column-heading: PERSONAL. bbox=[974, 42, 1099, 65]
dateline: Copenhagen, Jan. 4. bbox=[359, 821, 418, 828]
received-line: Received Jan. 6, 5.5 p.m. bbox=[755, 312, 827, 319]
divider bbox=[744, 453, 784, 454]
masthead bbox=[14, 8, 1104, 38]
article-separator bbox=[292, 700, 417, 701]
advertisement: Try Hayward's FLAG BRAND PICKLES for tagging appetites—the refinement of the table. Try them; economical. Ask your grocer. bbox=[973, 1117, 1099, 1147]
section-heading: SILENCE OF CENTRAL POWERS. bbox=[431, 1007, 551, 1017]
article-heading: THE FOOD PROBLEM. bbox=[709, 48, 818, 59]
dateline: Petrograd, Jan. 4. bbox=[230, 283, 281, 290]
article-heading: THE NATIONAL DAY OF PRAYER. bbox=[703, 689, 824, 699]
dateline: Petrograd, Jan. 5. bbox=[367, 103, 418, 110]
received-line: Received Jan. 6, 5.5 p.m. bbox=[346, 528, 418, 535]
source-line: Aus. and N.Z. Cable Assoc. and Reuter. bbox=[851, 564, 963, 571]
article-subheading: RECOGNITION REFUSED. bbox=[320, 617, 389, 624]
article-paragraph: A resolution was carried denouncing the forcing of the will of strangers upon the people of Poland, Lithuania, and Courland, and appealing to the peoples of the Central Powers to use pressure on their governments to ensure a policy of no annexations and no indemnities. bbox=[19, 454, 145, 506]
article-paragraph: "No one who knows Prussia and her designs upon Russia can for a moment doubt her ultimate intention. Whatever phrases she uses to delude Russia, she does not mean to surrender one of Russia's fair provinces or cities now occupied by her forces, under one name or another, and the name hardly matters. bbox=[564, 773, 690, 833]
source-line: Reuter Service. bbox=[373, 884, 418, 891]
source-line: Reuter Service. bbox=[236, 518, 281, 525]
article-subheading: GERMANY'S PERIL. bbox=[45, 140, 118, 150]
article-paragraph: We were not fighting a war of aggression against the German people. The destruction or disruption of Germany or of the German people had never been one of our war aims. Most reluctantly, and quite unprepared for the dreadful ordeal, we were forced into the war in self-defence and in defence of the violated public law of Europe, and in vindication of the most solemn treaty obligations, whereon the public system of Europe rested, and whereon Germany ruthlessly trampled in the invasion of Belgium. bbox=[428, 597, 554, 695]
source-line: United Service. bbox=[373, 627, 418, 634]
dateline: London, Jan. 5. bbox=[374, 904, 418, 911]
article-subheading: SOME EVILS ADMITTED. bbox=[730, 302, 797, 309]
column-mother-country-continued bbox=[560, 42, 696, 1510]
received-line: Received Jan. 6, 5.5 p.m. bbox=[346, 244, 418, 251]
article-subheading: WORK FOR THE PUBLIC SAFETY. bbox=[173, 783, 263, 790]
article-subheading: AN IMPORTANT MEETING. bbox=[727, 441, 800, 448]
article-heading: NEW ZEALANDERS DECORATED. bbox=[702, 823, 825, 833]
article-paragraph: "These provinces henceforth are in reality part of the dominions of Prussia, ruled by the Prussian sword in the interests of Prussian autocracy. The rest of the people of Russia will be partly enticed by specious phrases, and partly bullied by the threat of continued war against an impotent army, into a condition of complete economic and ultimate political enslavement to Germany. We all deplore the prospect, and the British democracy mean to stand to the last by the democracies of the other Allies. bbox=[564, 860, 690, 958]
article-separator bbox=[292, 803, 417, 804]
article-subheading: MOST CRITICAL HOUR OF THE WAR. bbox=[441, 143, 541, 150]
article-paragraph: The Daily News' Petrograd correspondent states that on Wednesday Mr. Ransome was present at the Smolny Institute, near Kameneff. The great white hall was crowded. Few knew that the negotiations were already stopped. M. Kameneff read reports showing that Germany had tried to bind Russia to herself by the renewal of the 1904 treaty, the Tsar's refusal to renew which was one of the causes of the war. Germany made several alternative proposals with the object of securing for herself the position of most favored nation. The Russian delegates replied that they favored equality in trade, and could not, while socialising industry and nationalising banks, subscribe to principles contrary to socialism. The Germans then seem to have climbed down. Germany disclosed her intention, under the pretext of self-definition, to retain Poland and Lithuania. bbox=[19, 189, 145, 356]
divider bbox=[198, 260, 238, 261]
received-line: Received Jan. 7, 1.15 a.m. bbox=[479, 178, 554, 184]
article-paragraph: Sir Auckland Geddes stated that the War Cabinet had studied the man-power resources of all the belligerents. The Russian situation had completely altered the position during the last six months, but the American armies would ultimately more than redress the balance. The speed wherewith they were put in the field was almost entirely a question of tonnage. Meanwhile, a great strain was thrown on Britain's resources. The three requisites for victory were increase in the output of shipping, the saving of tonnage and the maintenance of our armies in the field. Hence a departure from the existing arrangements was imperative, in so far as the maintenance of munitions both for the technical and fighting units were concerned. The meeting adjourned until to-morrow. bbox=[700, 525, 827, 676]
article-separator bbox=[19, 512, 144, 513]
received-line: Received Jan. 6, 5.5 p.m. bbox=[210, 108, 281, 115]
